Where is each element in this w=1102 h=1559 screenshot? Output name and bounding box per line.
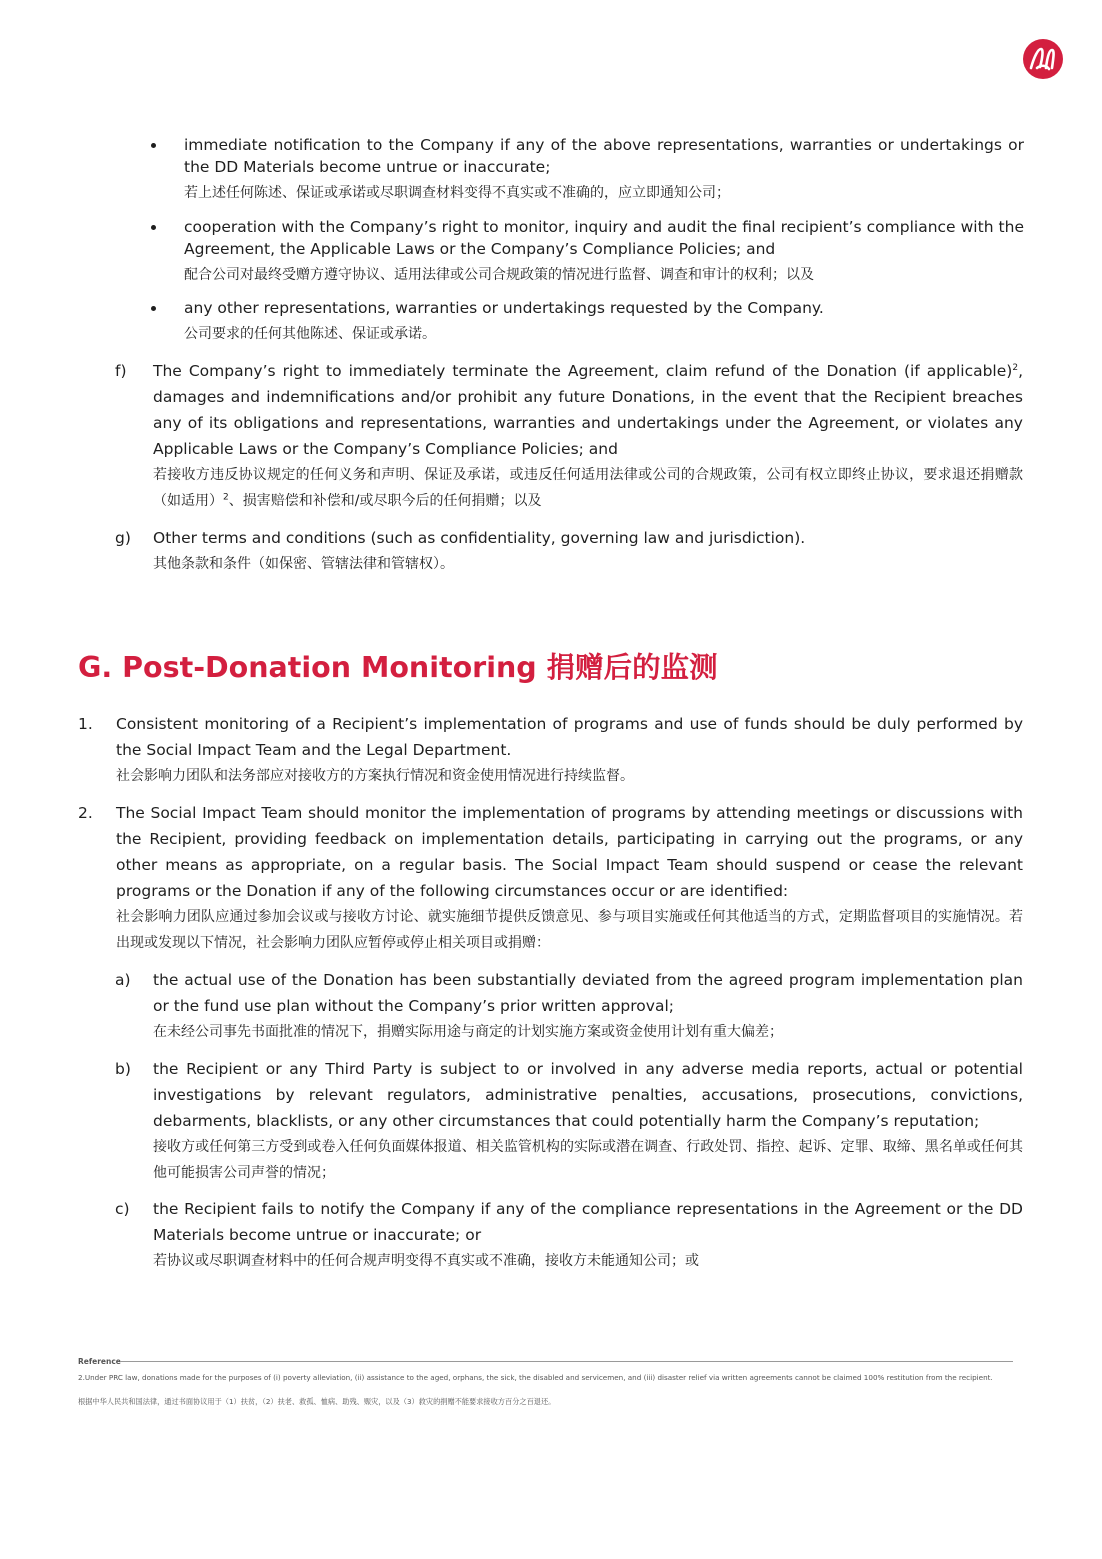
reference-divider: [120, 1361, 1013, 1362]
bullet-text-zh: 公司要求的任何其他陈述、保证或承诺。: [184, 326, 436, 342]
list-marker: c): [115, 1200, 130, 1218]
list-marker: b): [115, 1060, 131, 1078]
subitem-c-text-en: the Recipient fails to notify the Company if any of the compliance representations in the Agreement or the DD Materials become untrue or inaccurate; or: [153, 1200, 1023, 1244]
item-1-text-zh: 社会影响力团队和法务部应对接收方的方案执行情况和资金使用情况进行持续监督。: [116, 768, 634, 784]
list-marker: 2.: [78, 804, 93, 822]
list-marker: 1.: [78, 715, 93, 733]
bullet-text-zh: 配合公司对最终受赠方遵守协议、适用法律或公司合规政策的情况进行监督、调查和审计的权利；以及: [184, 267, 814, 283]
reference-note-zh: 根据中华人民共和国法律，通过书面协议用于（1）扶贫，（2）扶老、救孤、恤病、助残、赈灾，以及（3）救灾的捐赠不能要求接收方百分之百退还。: [78, 1397, 556, 1406]
subitem-a-text-en: the actual use of the Donation has been substantially deviated from the agreed program implementation plan or the fund use plan without the Company’s prior written approval;: [153, 971, 1023, 1015]
footnote-ref: 2: [1012, 362, 1019, 373]
footnote-ref: 2: [223, 492, 229, 503]
item-f-text-en: The Company’s right to immediately terminate the Agreement, claim refund of the Donation (if applicable)$^2$, damages and indemnifications and/or prohibit any future Donations, in the event that the Recipient breaches any of its obligations and representations, warranties and undertakings under the Agreement, or violates any Applicable Laws or the Company’s Compliance Policies; and: [153, 362, 1023, 458]
item-f-text-zh: 若接收方违反协议规定的任何义务和声明、保证及承诺，或违反任何适用法律或公司的合规政策，公司有权立即终止协议，要求退还捐赠款（如适用）$^2$、损害赔偿和补偿和/或尽职今后的任何捐赠；以及: [153, 467, 1023, 509]
item-1-text-en: Consistent monitoring of a Recipient’s implementation of programs and use of funds should be duly performed by the Social Impact Team and the Legal Department.: [116, 715, 1023, 759]
bullet-text-en: immediate notification to the Company if any of the above representations, warranties or undertakings or the DD Materials become untrue or inaccurate;: [184, 136, 1024, 176]
subitem-b-text-zh: 接收方或任何第三方受到或卷入任何负面媒体报道、相关监管机构的实际或潜在调查、行政处罚、指控、起诉、定罪、取缔、黑名单或任何其他可能损害公司声誉的情况；: [153, 1139, 1023, 1181]
bullet-dot-icon: [151, 225, 156, 230]
bullet-dot-icon: [151, 306, 156, 311]
list-marker: g): [115, 529, 131, 547]
subitem-a-text-zh: 在未经公司事先书面批准的情况下，捐赠实际用途与商定的计划实施方案或资金使用计划有重大偏差；: [153, 1024, 783, 1040]
reference-note-en: 2.Under PRC law, donations made for the purposes of (i) poverty alleviation, (ii) assistance to the aged, orphans, the sick, the disabled and servicemen, and (iii) disaster relief via written agreements cannot be claimed 100% restitution from the recipient.: [78, 1373, 993, 1382]
bullet-text-en: cooperation with the Company’s right to monitor, inquiry and audit the final recipient’s compliance with the Agreement, the Applicable Laws or the Company’s Compliance Policies; and: [184, 218, 1024, 258]
subitem-b-text-en: the Recipient or any Third Party is subject to or involved in any adverse media reports, actual or potential investigations by relevant regulators, administrative penalties, accusations, prosecutions, convictions, debarments, blacklists, or any other circumstances that could potentially harm the Company’s reputation;: [153, 1060, 1023, 1130]
list-marker: a): [115, 971, 131, 989]
reference-label: Reference: [78, 1357, 121, 1366]
list-marker: f): [115, 362, 127, 380]
item-2-text-en: The Social Impact Team should monitor the implementation of programs by attending meetings or discussions with the Recipient, providing feedback on implementation details, participating in carrying out the programs, or any other means as appropriate, on a regular basis. The Social Impact Team should suspend or cease the relevant programs or the Donation if any of the following circumstances occur or are identified:: [116, 804, 1023, 900]
bullet-dot-icon: [151, 143, 156, 148]
item-g-text-en: Other terms and conditions (such as confidentiality, governing law and jurisdiction).: [153, 529, 806, 547]
bullet-text-en: any other representations, warranties or undertakings requested by the Company.: [184, 299, 824, 317]
lululemon-logo-icon: [1022, 38, 1064, 80]
item-g-text-zh: 其他条款和条件（如保密、管辖法律和管辖权）。: [153, 556, 454, 572]
bullet-text-zh: 若上述任何陈述、保证或承诺或尽职调查材料变得不真实或不准确的，应立即通知公司；: [184, 185, 730, 201]
section-heading: G. Post-Donation Monitoring 捐赠后的监测: [78, 651, 718, 684]
subitem-c-text-zh: 若协议或尽职调查材料中的任何合规声明变得不真实或不准确，接收方未能通知公司；或: [153, 1253, 699, 1269]
item-2-text-zh: 社会影响力团队应通过参加会议或与接收方讨论、就实施细节提供反馈意见、参与项目实施或任何其他适当的方式，定期监督项目的实施情况。若出现或发现以下情况，社会影响力团队应暂停或停止相关项目或捐赠：: [116, 909, 1023, 951]
